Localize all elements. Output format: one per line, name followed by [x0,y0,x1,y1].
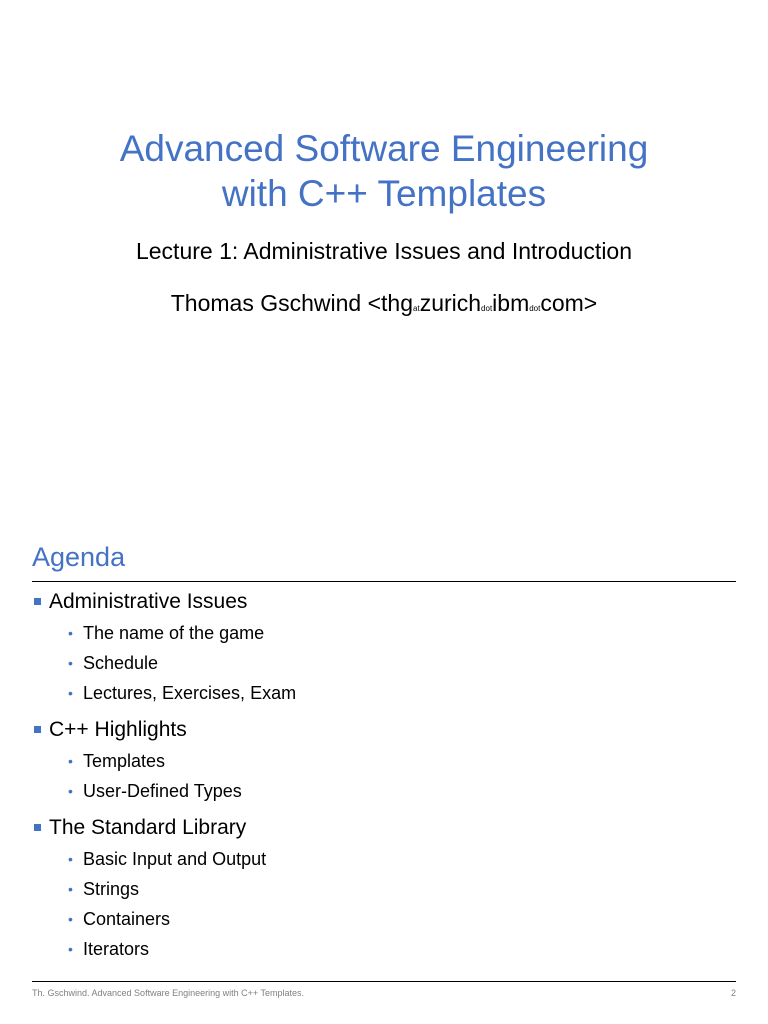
agenda-heading: Agenda [32,542,126,572]
email-domain-3: com> [540,290,598,316]
dot-bullet-icon: • [68,625,73,641]
agenda-subitem-label: Iterators [83,939,150,959]
dot-bullet-icon: • [68,685,73,701]
title-line-2: with C++ Templates [221,173,547,214]
slide-footer: Th. Gschwind. Advanced Software Engineering with C++ Templates. [32,988,304,998]
dot-bullet-icon: • [68,941,73,957]
agenda-item-label: The Standard Library [49,816,247,839]
agenda-item-label: Administrative Issues [49,590,248,613]
agenda-subitem-label: Containers [83,909,171,929]
square-bullet-icon [34,598,41,605]
dot-bullet-icon: • [68,911,73,927]
agenda-subitem-label: Strings [83,879,140,899]
agenda-item-label: C++ Highlights [49,718,187,741]
agenda-slide [0,512,768,1024]
agenda-subitem [49,874,736,904]
agenda-sublist [49,618,736,708]
agenda-item [32,716,736,806]
author-name: Thomas Gschwind <thg [170,290,414,316]
dot-bullet-icon: • [68,783,73,799]
lecture-subtitle: Lecture 1: Administrative Issues and Introduction [135,238,633,264]
square-bullet-icon [34,824,41,831]
agenda-subitem-label: Basic Input and Output [83,849,267,869]
agenda-subitem-label: Schedule [83,653,159,673]
dot-bullet-icon: • [68,851,73,867]
agenda-list [32,588,736,964]
email-domain-1: zurich [419,290,482,316]
email-dot-2: dot [529,304,541,313]
email-dot-1: dot [481,304,493,313]
agenda-sublist [49,844,736,964]
page-number: 2 [730,988,736,998]
slide-title [0,126,768,216]
dot-bullet-icon: • [68,881,73,897]
agenda-subitem-label: The name of the game [83,623,265,643]
dot-bullet-icon: • [68,655,73,671]
agenda-subitem [49,934,736,964]
agenda-subitem [49,746,736,776]
agenda-subitem-label: User-Defined Types [83,781,242,801]
email-domain-2: ibm [492,290,530,316]
agenda-item [32,814,736,964]
agenda-subitem-label: Lectures, Exercises, Exam [83,683,297,703]
agenda-subitem [49,776,736,806]
agenda-subitem-label: Templates [83,751,166,771]
agenda-sublist [49,746,736,806]
agenda-subitem [49,618,736,648]
agenda-subitem [49,904,736,934]
square-bullet-icon [34,726,41,733]
heading-divider [32,581,736,582]
agenda-subitem [49,648,736,678]
email-at: at [413,304,420,313]
agenda-item [32,588,736,708]
footer-divider [32,981,736,982]
author-line [0,288,768,324]
agenda-subitem [49,678,736,708]
agenda-subitem [49,844,736,874]
title-line-1: Advanced Software Engineering [119,128,649,169]
dot-bullet-icon: • [68,753,73,769]
